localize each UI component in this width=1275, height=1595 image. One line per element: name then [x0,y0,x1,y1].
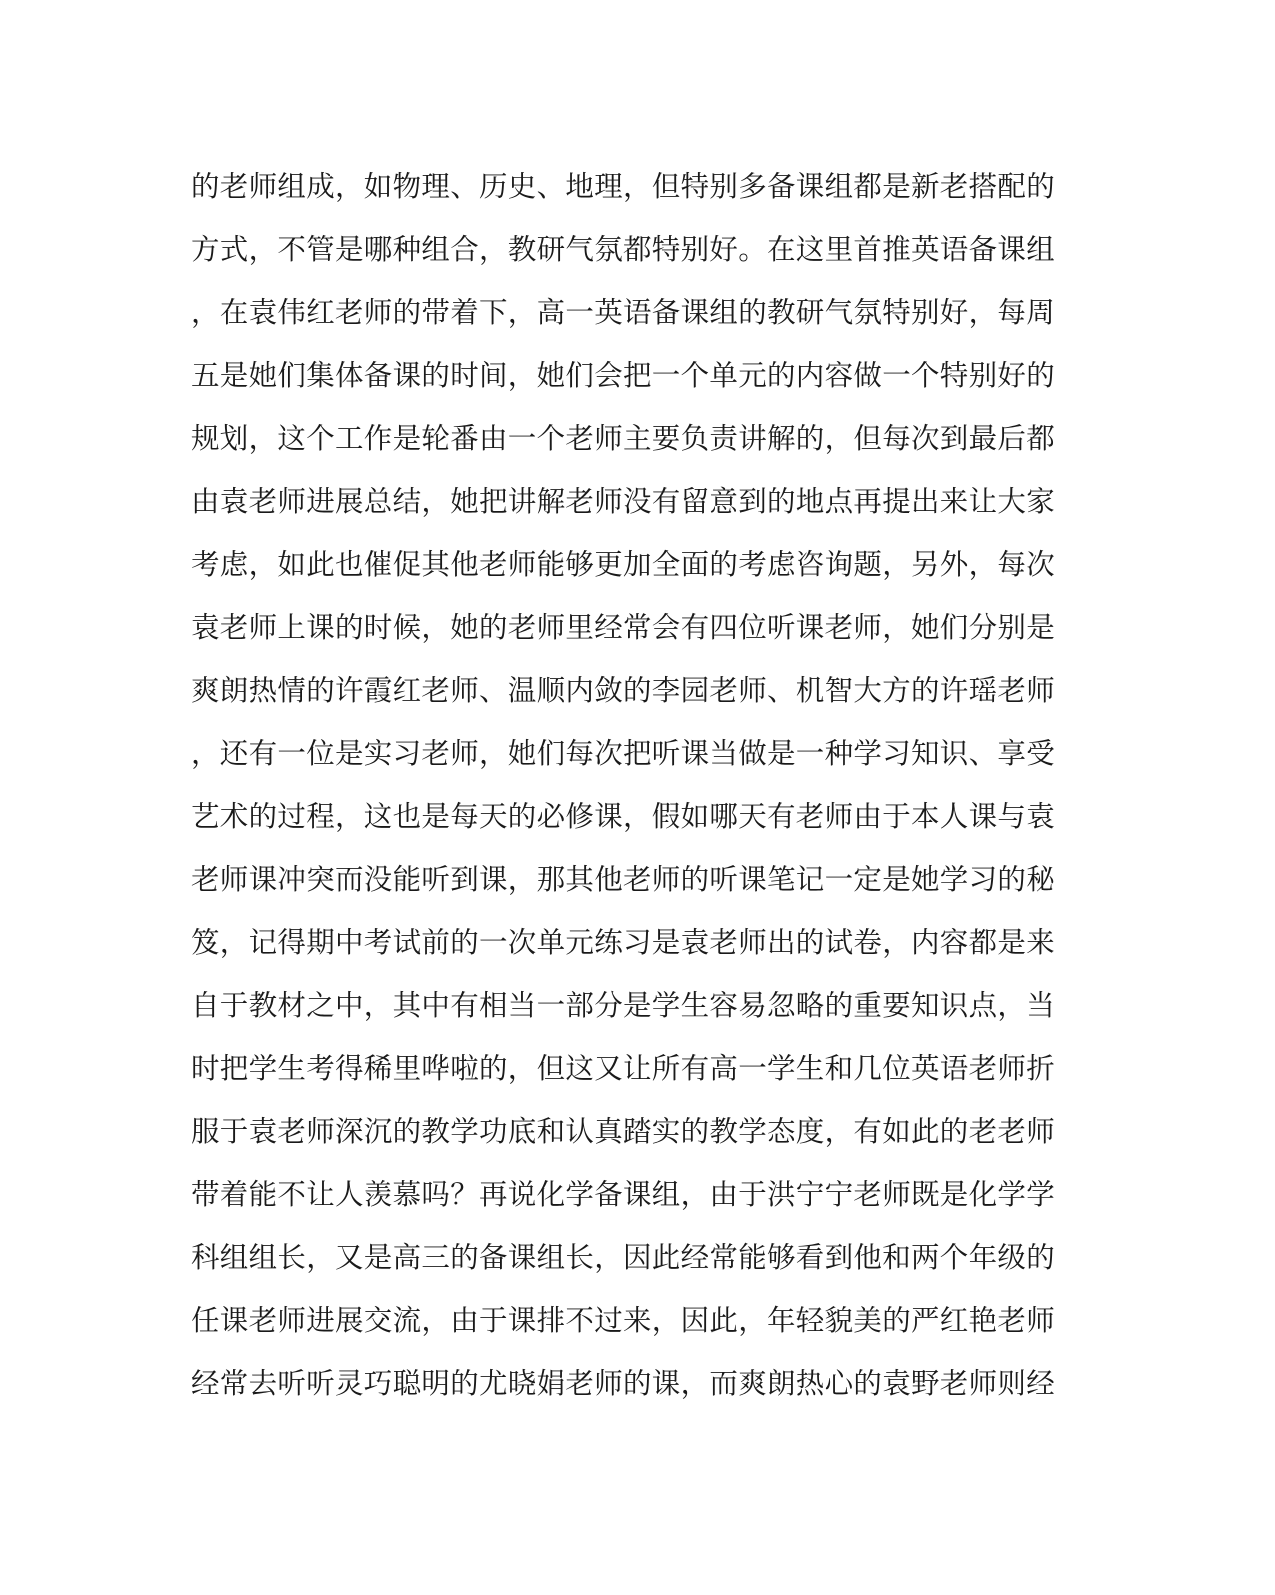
text-line: 科组组长，又是高三的备课组长，因此经常能够看到他和两个年级的 [191,1241,1056,1274]
text-line: ，在袁伟红老师的带着下，高一英语备课组的教研气氛特别好，每周 [191,296,1056,329]
text-line: 方式，不管是哪种组合，教研气氛都特别好。在这里首推英语备课组 [191,233,1056,266]
text-line: 的老师组成，如物理、历史、地理，但特别多备课组都是新老搭配的 [191,170,1056,203]
text-line: 任课老师进展交流，由于课排不过来，因此，年轻貌美的严红艳老师 [191,1304,1056,1337]
text-line: 爽朗热情的许霞红老师、温顺内敛的李园老师、机智大方的许瑶老师 [191,674,1056,707]
body-text [191,155,1061,1415]
text-line: 规划，这个工作是轮番由一个老师主要负责讲解的，但每次到最后都 [191,422,1056,455]
text-line: 笈，记得期中考试前的一次单元练习是袁老师出的试卷，内容都是来 [191,926,1056,959]
text-line: 服于袁老师深沉的教学功底和认真踏实的教学态度，有如此的老老师 [191,1115,1056,1148]
text-line: 带着能不让人羡慕吗？再说化学备课组，由于洪宁宁老师既是化学学 [191,1178,1056,1211]
text-line: 老师课冲突而没能听到课，那其他老师的听课笔记一定是她学习的秘 [191,863,1056,896]
text-line: ，还有一位是实习老师，她们每次把听课当做是一种学习知识、享受 [191,737,1056,770]
text-line: 考虑，如此也催促其他老师能够更加全面的考虑咨询题，另外，每次 [191,548,1056,581]
text-line: 艺术的过程，这也是每天的必修课，假如哪天有老师由于本人课与袁 [191,800,1056,833]
text-line: 五是她们集体备课的时间，她们会把一个单元的内容做一个特别好的 [191,359,1056,392]
text-line: 时把学生考得稀里哗啦的，但这又让所有高一学生和几位英语老师折 [191,1052,1056,1085]
text-line: 自于教材之中，其中有相当一部分是学生容易忽略的重要知识点，当 [191,989,1056,1022]
text-line: 由袁老师进展总结，她把讲解老师没有留意到的地点再提出来让大家 [191,485,1056,518]
text-line: 袁老师上课的时候，她的老师里经常会有四位听课老师，她们分别是 [191,611,1056,644]
text-line: 经常去听听灵巧聪明的尤晓娟老师的课，而爽朗热心的袁野老师则经 [191,1367,1056,1400]
